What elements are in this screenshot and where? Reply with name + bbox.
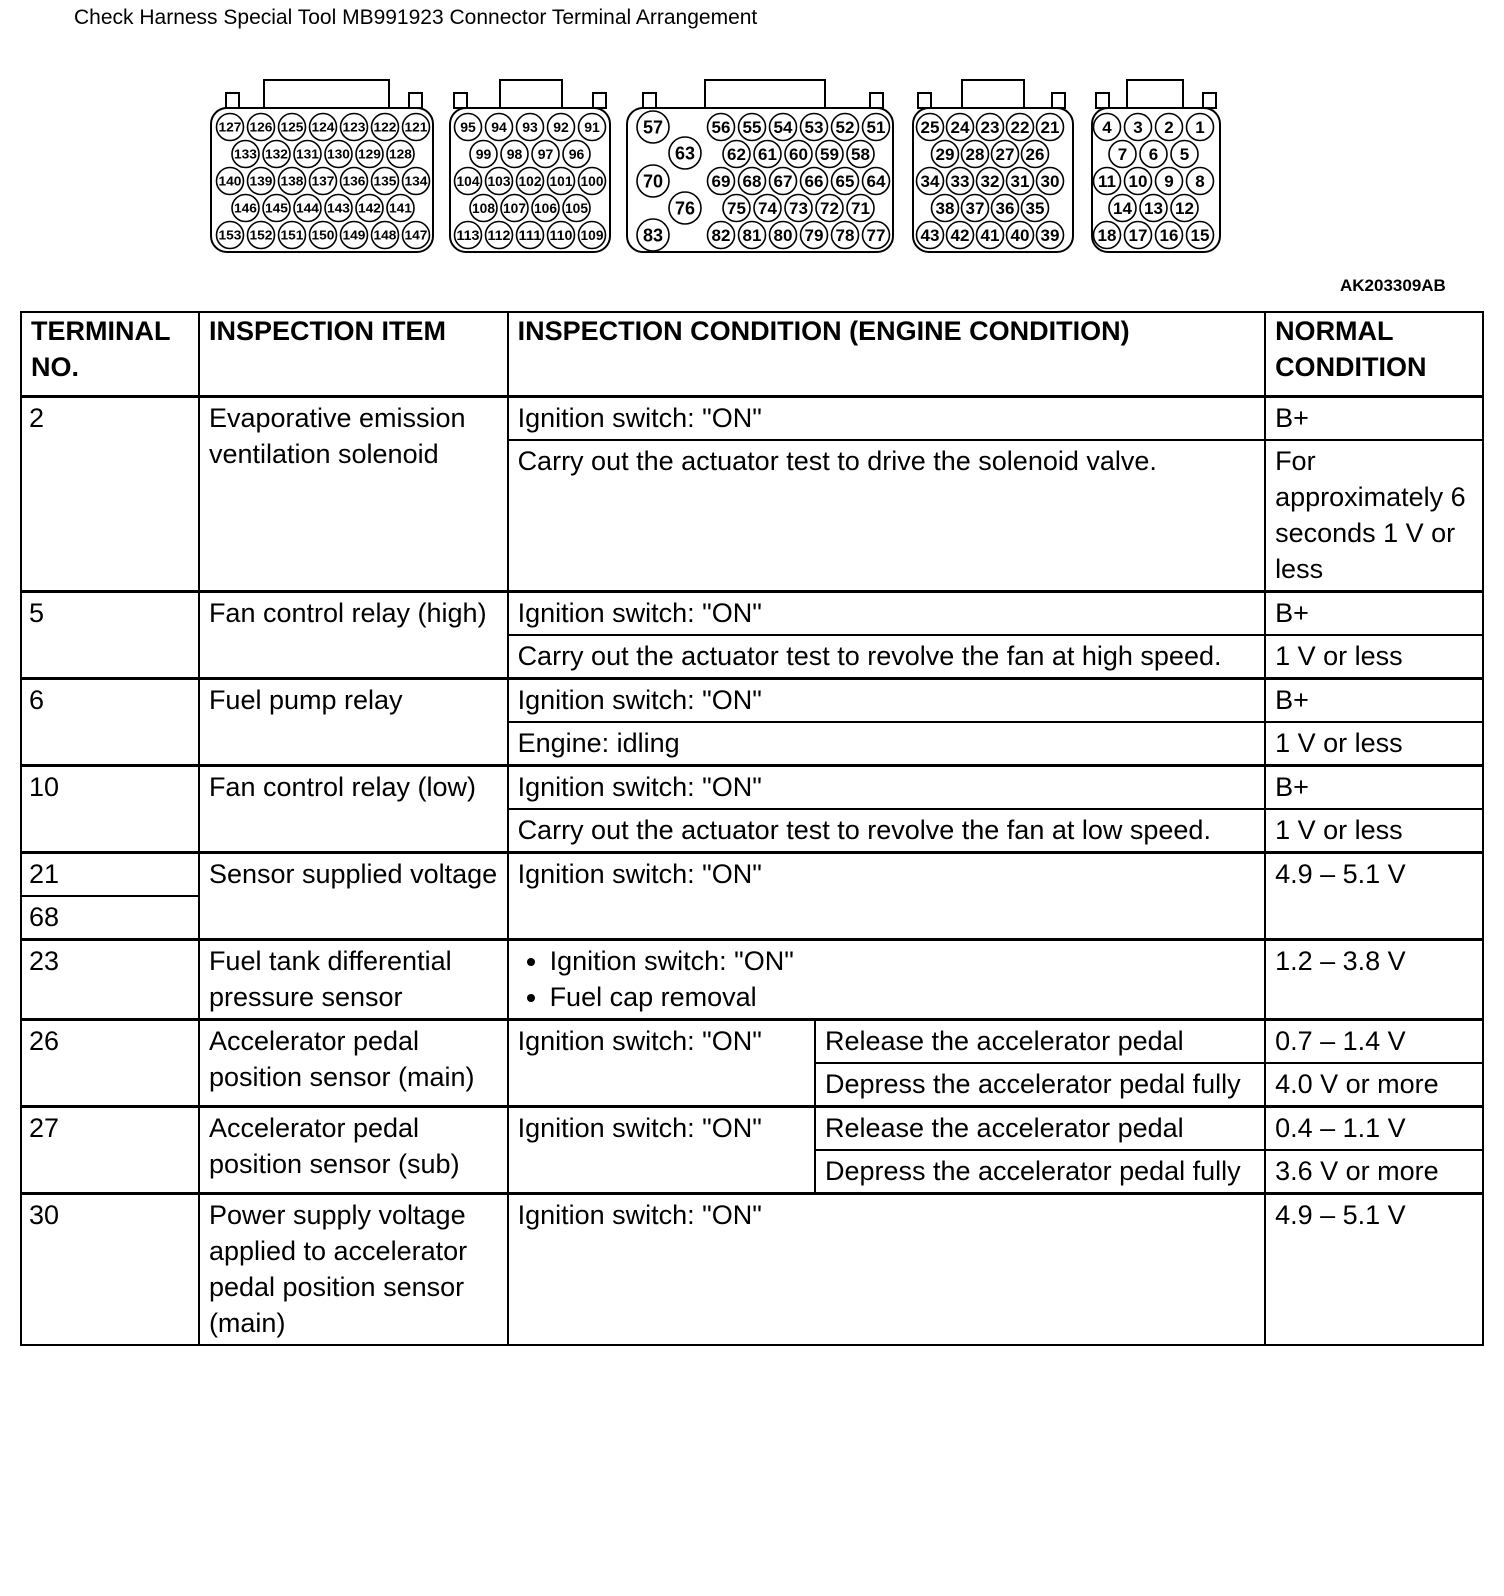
terminal-label: 72 — [820, 199, 839, 219]
terminal-label: 132 — [265, 146, 288, 162]
housing-latch — [226, 93, 239, 108]
terminal-label: 65 — [835, 172, 855, 192]
terminal-label: 30 — [1040, 172, 1060, 192]
terminal-label: 26 — [1025, 145, 1045, 165]
terminal-label: 71 — [851, 199, 870, 219]
terminal-label: 23 — [980, 118, 1000, 138]
normal-cell: 3.6 V or more — [1265, 1150, 1483, 1194]
table-row — [21, 766, 1483, 810]
condition-cell: Carry out the actuator test to drive the solenoid valve. — [508, 440, 1266, 592]
header-normal-condition: NORMAL CONDITION — [1265, 312, 1483, 397]
terminal-label: 100 — [580, 173, 604, 190]
terminal-label: 151 — [280, 227, 304, 243]
terminal-label: 37 — [965, 199, 985, 219]
normal-cell: B+ — [1265, 766, 1483, 810]
condition-cell: Ignition switch: "ON" — [508, 766, 1266, 810]
terminal-label: 143 — [327, 200, 350, 216]
terminal-label: 2 — [1164, 118, 1174, 138]
condition-cell: Ignition switch: "ON" — [508, 1107, 815, 1194]
terminal-label: 104 — [456, 173, 480, 190]
inspection-item-cell: Evaporative emission ventilation solenoid — [199, 397, 508, 592]
normal-cell: 0.4 – 1.1 V — [1265, 1107, 1483, 1151]
terminal-label: 79 — [804, 226, 824, 246]
table-header-row — [21, 312, 1483, 397]
terminal-label: 70 — [642, 171, 664, 192]
terminal-label: 8 — [1195, 172, 1205, 192]
terminal-label: 64 — [866, 172, 886, 192]
terminal-label: 31 — [1010, 172, 1030, 192]
terminal-cell: 23 — [21, 940, 199, 1020]
normal-cell: 4.9 – 5.1 V — [1265, 853, 1483, 940]
housing-latch — [593, 93, 606, 108]
terminal-label: 80 — [773, 226, 793, 246]
terminal-label: 16 — [1159, 226, 1179, 246]
terminal-label: 91 — [584, 119, 600, 136]
terminal-cell: 10 — [21, 766, 199, 853]
terminal-label: 121 — [404, 119, 428, 135]
terminal-label: 27 — [995, 145, 1015, 165]
terminal-label: 68 — [742, 172, 762, 192]
list-item: • Fuel cap removal — [550, 979, 1257, 1015]
terminal-label: 13 — [1144, 199, 1163, 219]
terminal-label: 33 — [950, 172, 970, 192]
terminal-label: 54 — [773, 118, 793, 138]
terminal-label: 146 — [234, 200, 257, 216]
terminal-label: 122 — [373, 119, 397, 135]
header-inspection-item: INSPECTION ITEM — [199, 312, 508, 397]
terminal-label: 128 — [389, 146, 412, 162]
terminal-label: 96 — [568, 146, 585, 163]
terminal-label: 18 — [1097, 226, 1117, 246]
terminal-cell: 68 — [21, 896, 199, 940]
table-row — [21, 1194, 1483, 1346]
normal-cell: B+ — [1265, 397, 1483, 441]
terminal-label: 32 — [980, 172, 1000, 192]
housing-latch — [409, 93, 422, 108]
terminal-label: 148 — [373, 227, 397, 243]
terminal-label: 95 — [460, 119, 476, 136]
housing-key — [705, 80, 825, 108]
normal-cell: B+ — [1265, 679, 1483, 723]
connector-terminal-diagram — [0, 0, 1504, 270]
terminal-label: 101 — [549, 173, 573, 190]
terminal-label: 152 — [249, 227, 273, 243]
table-row — [21, 397, 1483, 441]
terminal-label: 83 — [642, 225, 664, 246]
inspection-item-cell: Fuel pump relay — [199, 679, 508, 766]
table-row — [21, 1107, 1483, 1151]
terminal-label: 14 — [1113, 199, 1132, 219]
terminal-label: 1 — [1195, 118, 1205, 138]
normal-cell: 0.7 – 1.4 V — [1265, 1020, 1483, 1064]
terminal-label: 92 — [553, 119, 569, 136]
terminal-label: 57 — [642, 117, 664, 138]
header-terminal: TERMINAL NO. — [21, 312, 199, 397]
inspection-item-cell: Accelerator pedal position sensor (sub) — [199, 1107, 508, 1194]
inspection-table — [20, 311, 1484, 1346]
terminal-cell: 21 — [21, 853, 199, 897]
normal-cell: 4.0 V or more — [1265, 1063, 1483, 1107]
terminal-label: 149 — [342, 227, 366, 243]
housing-key — [962, 80, 1024, 108]
terminal-label: 34 — [920, 172, 940, 192]
page-title: Check Harness Special Tool MB991923 Connector Terminal Arrangement — [74, 6, 758, 29]
terminal-label: 43 — [920, 226, 940, 246]
terminal-label: 112 — [487, 227, 511, 244]
terminal-cell: 30 — [21, 1194, 199, 1346]
normal-cell: 1 V or less — [1265, 809, 1483, 853]
terminal-label: 22 — [1010, 118, 1030, 138]
terminal-label: 52 — [835, 118, 855, 138]
terminal-label: 142 — [358, 200, 381, 216]
housing-latch — [870, 93, 883, 108]
housing-latch — [454, 93, 467, 108]
normal-cell: B+ — [1265, 592, 1483, 636]
terminal-label: 39 — [1040, 226, 1060, 246]
terminal-label: 81 — [742, 226, 762, 246]
housing-latch — [643, 93, 656, 108]
terminal-label: 140 — [218, 173, 242, 189]
condition-cell: Carry out the actuator test to revolve the fan at high speed. — [508, 635, 1266, 679]
terminal-label: 109 — [580, 227, 604, 244]
condition-cell: Engine: idling — [508, 722, 1266, 766]
condition-cell: Ignition switch: "ON" — [508, 679, 1266, 723]
terminal-label: 5 — [1179, 145, 1190, 165]
sub-condition-cell: Depress the accelerator pedal fully — [815, 1063, 1265, 1107]
terminal-label: 130 — [327, 146, 350, 162]
terminal-label: 111 — [518, 227, 542, 244]
terminal-label: 73 — [789, 199, 808, 219]
header-inspection-condition: INSPECTION CONDITION (ENGINE CONDITION) — [508, 312, 1266, 397]
terminal-label: 94 — [491, 119, 507, 136]
table-row — [21, 592, 1483, 636]
terminal-label: 41 — [980, 226, 1000, 246]
terminal-label: 62 — [727, 145, 746, 165]
terminal-label: 136 — [342, 173, 366, 189]
terminal-label: 133 — [234, 146, 257, 162]
terminal-label: 40 — [1010, 226, 1030, 246]
housing-latch — [1052, 93, 1065, 108]
condition-cell: Carry out the actuator test to revolve the fan at low speed. — [508, 809, 1266, 853]
terminal-label: 75 — [727, 199, 746, 219]
terminal-label: 105 — [565, 200, 589, 217]
condition-cell: Ignition switch: "ON" — [508, 397, 1266, 441]
terminal-label: 38 — [935, 199, 955, 219]
terminal-label: 69 — [711, 172, 731, 192]
normal-cell: For approximately 6 seconds 1 V or less — [1265, 440, 1483, 592]
terminal-cell: 2 — [21, 397, 199, 592]
terminal-label: 67 — [773, 172, 793, 192]
terminal-label: 6 — [1148, 145, 1159, 165]
terminal-label: 134 — [404, 173, 429, 189]
terminal-label: 11 — [1098, 172, 1116, 192]
terminal-label: 139 — [249, 173, 273, 189]
terminal-label: 29 — [935, 145, 955, 165]
terminal-label: 35 — [1025, 199, 1045, 219]
terminal-label: 15 — [1190, 226, 1210, 246]
terminal-label: 63 — [674, 143, 696, 164]
terminal-cell: 26 — [21, 1020, 199, 1107]
terminal-label: 10 — [1128, 172, 1148, 192]
terminal-label: 25 — [920, 118, 940, 138]
sub-condition-cell: Depress the accelerator pedal fully — [815, 1150, 1265, 1194]
inspection-item-cell: Sensor supplied voltage — [199, 853, 508, 940]
housing-key — [1127, 80, 1183, 108]
inspection-item-cell: Fan control relay (high) — [199, 592, 508, 679]
table-row — [21, 940, 1483, 1020]
table-row — [21, 679, 1483, 723]
terminal-label: 144 — [296, 200, 320, 216]
normal-cell: 1 V or less — [1265, 635, 1483, 679]
terminal-label: 53 — [804, 118, 824, 138]
list-item: • Ignition switch: "ON" — [550, 943, 1257, 979]
inspection-item-cell: Accelerator pedal position sensor (main) — [199, 1020, 508, 1107]
condition-cell: Ignition switch: "ON" — [508, 1020, 815, 1107]
terminal-label: 78 — [835, 226, 855, 246]
terminal-label: 56 — [711, 118, 731, 138]
terminal-cell: 5 — [21, 592, 199, 679]
terminal-label: 74 — [758, 199, 777, 219]
terminal-label: 145 — [265, 200, 288, 216]
terminal-label: 127 — [218, 119, 242, 135]
terminal-label: 58 — [851, 145, 870, 165]
terminal-label: 135 — [373, 173, 397, 189]
terminal-label: 147 — [404, 227, 428, 243]
terminal-cell: 6 — [21, 679, 199, 766]
terminal-label: 123 — [342, 119, 366, 135]
figure-id: AK203309AB — [1340, 276, 1446, 295]
terminal-label: 106 — [534, 200, 558, 217]
condition-cell: Ignition switch: "ON" — [508, 1194, 1266, 1346]
terminal-label: 150 — [311, 227, 335, 243]
terminal-label: 9 — [1164, 172, 1174, 192]
terminal-label: 102 — [518, 173, 542, 190]
terminal-label: 7 — [1117, 145, 1128, 165]
terminal-label: 61 — [758, 145, 777, 165]
sub-condition-cell: Release the accelerator pedal — [815, 1020, 1265, 1064]
inspection-item-cell: Power supply voltage applied to accelerator pedal position sensor (main) — [199, 1194, 508, 1346]
inspection-item-cell: Fan control relay (low) — [199, 766, 508, 853]
condition-list — [518, 943, 1257, 1015]
sub-condition-cell: Release the accelerator pedal — [815, 1107, 1265, 1151]
terminal-label: 12 — [1175, 199, 1194, 219]
table-row — [21, 853, 1483, 897]
terminal-label: 138 — [280, 173, 304, 189]
terminal-label: 76 — [674, 198, 696, 219]
terminal-label: 124 — [311, 119, 336, 135]
condition-cell — [508, 940, 1266, 1020]
terminal-label: 51 — [866, 118, 886, 138]
terminal-label: 66 — [804, 172, 824, 192]
terminal-label: 131 — [296, 146, 319, 162]
terminal-label: 17 — [1128, 226, 1148, 246]
terminal-label: 107 — [503, 200, 527, 217]
terminal-label: 59 — [820, 145, 839, 165]
normal-cell: 1.2 – 3.8 V — [1265, 940, 1483, 1020]
terminal-label: 77 — [866, 226, 886, 246]
terminal-label: 97 — [537, 146, 554, 163]
terminal-label: 3 — [1133, 118, 1143, 138]
terminal-label: 126 — [249, 119, 273, 135]
housing-latch — [918, 93, 931, 108]
condition-cell: Ignition switch: "ON" — [508, 853, 1266, 940]
terminal-label: 60 — [789, 145, 808, 165]
terminal-label: 141 — [389, 200, 412, 216]
terminal-label: 42 — [950, 226, 970, 246]
terminal-label: 125 — [280, 119, 304, 135]
terminal-label: 99 — [475, 146, 492, 163]
terminal-label: 137 — [311, 173, 335, 189]
terminal-label: 129 — [358, 146, 381, 162]
normal-cell: 4.9 – 5.1 V — [1265, 1194, 1483, 1346]
terminal-cell: 27 — [21, 1107, 199, 1194]
condition-cell: Ignition switch: "ON" — [508, 592, 1266, 636]
housing-latch — [1203, 93, 1216, 108]
terminal-label: 4 — [1102, 118, 1112, 138]
terminal-label: 153 — [218, 227, 242, 243]
normal-cell: 1 V or less — [1265, 722, 1483, 766]
terminal-label: 103 — [487, 173, 511, 190]
terminal-label: 36 — [995, 199, 1015, 219]
terminal-label: 108 — [472, 200, 496, 217]
terminal-label: 113 — [456, 227, 480, 244]
terminal-label: 21 — [1040, 118, 1060, 138]
housing-key — [264, 80, 389, 108]
housing-key — [500, 80, 562, 108]
terminal-label: 110 — [549, 227, 573, 244]
terminal-label: 28 — [965, 145, 985, 165]
housing-latch — [1096, 93, 1109, 108]
terminal-label: 24 — [950, 118, 970, 138]
terminal-label: 93 — [522, 119, 538, 136]
terminal-label: 82 — [711, 226, 731, 246]
terminal-label: 55 — [742, 118, 762, 138]
table-row — [21, 1020, 1483, 1064]
inspection-item-cell: Fuel tank differential pressure sensor — [199, 940, 508, 1020]
terminal-label: 98 — [506, 146, 523, 163]
